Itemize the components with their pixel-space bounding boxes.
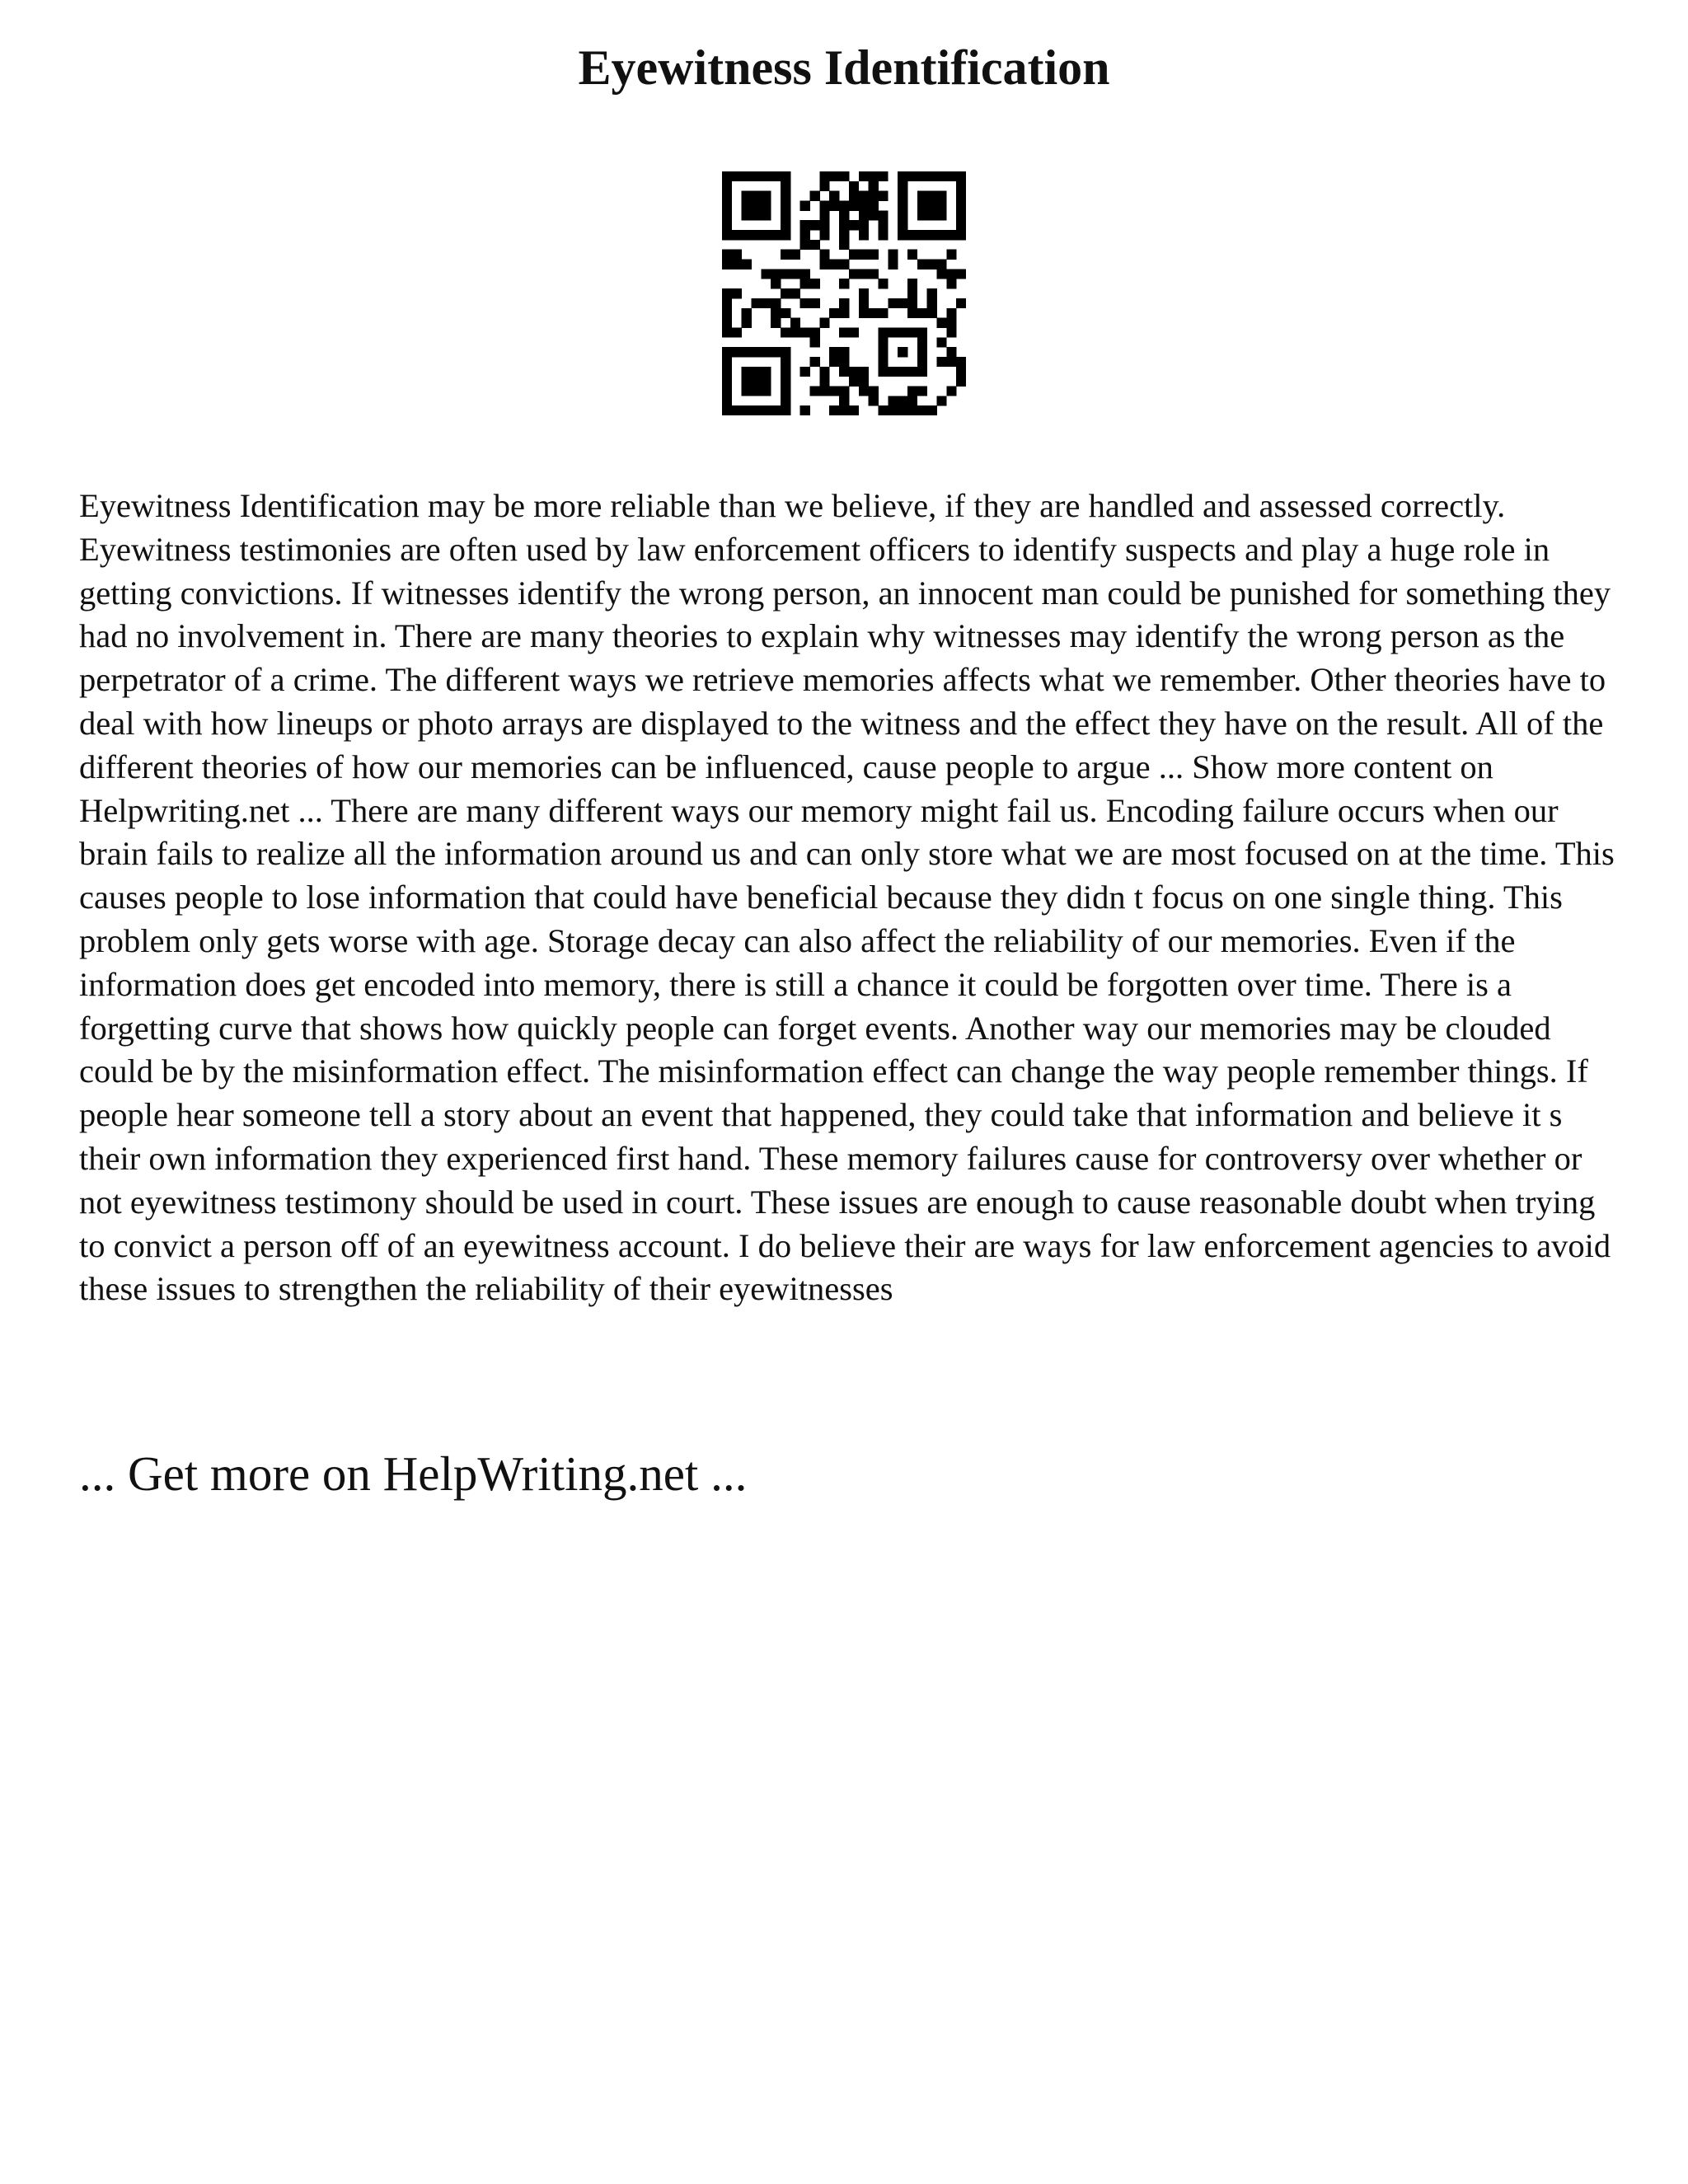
document-title: Eyewitness Identification xyxy=(578,40,1110,95)
body-paragraph: Eyewitness Identification may be more reliable than we believe, if they are handled and assessed correctly. Eyewitness testimonies are often used by law enforcement officers to identify suspects and play a huge role in getting convictions. If witnesses identify the wrong person, an innocent man could be punished for something they had no involvement in. There are many theories to explain why witnesses may identify the wrong person as the perpetrator of a crime. The different ways we retrieve memories affects what we remember. Other theories have to deal with how lineups or photo arrays are displayed to the witness and the effect they have on the result. All of the different theories of how our memories can be influenced, cause people to argue ... Show more content on Helpwriting.net ... There are many different ways our memory might fail us. Encoding failure occurs when our brain fails to realize all the information around us and can only store what we are most focused on at the time. This causes people to lose information that could have beneficial because they didn t focus on one single thing. This problem only gets worse with age. Storage decay can also affect the reliability of our memories. Even if the information does get encoded into memory, there is still a chance it could be forgotten over time. There is a forgetting curve that shows how quickly people can forget events. Another way our memories may be clouded could be by the misinformation effect. The misinformation effect can change the way people remember things. If people hear someone tell a story about an event that happened, they could take that information and believe it s their own information they experienced first hand. These memory failures cause for controversy over whether or not eyewitness testimony should be used in court. These issues are enough to cause reasonable doubt when trying to convict a person off of an eyewitness account. I do believe their are ways for law enforcement agencies to avoid these issues to strengthen the reliability of their eyewitnesses xyxy=(79,487,1615,1308)
qr-code-icon[interactable] xyxy=(722,171,966,415)
get-more-link[interactable]: ... Get more on HelpWriting.net ... xyxy=(79,1446,748,1501)
